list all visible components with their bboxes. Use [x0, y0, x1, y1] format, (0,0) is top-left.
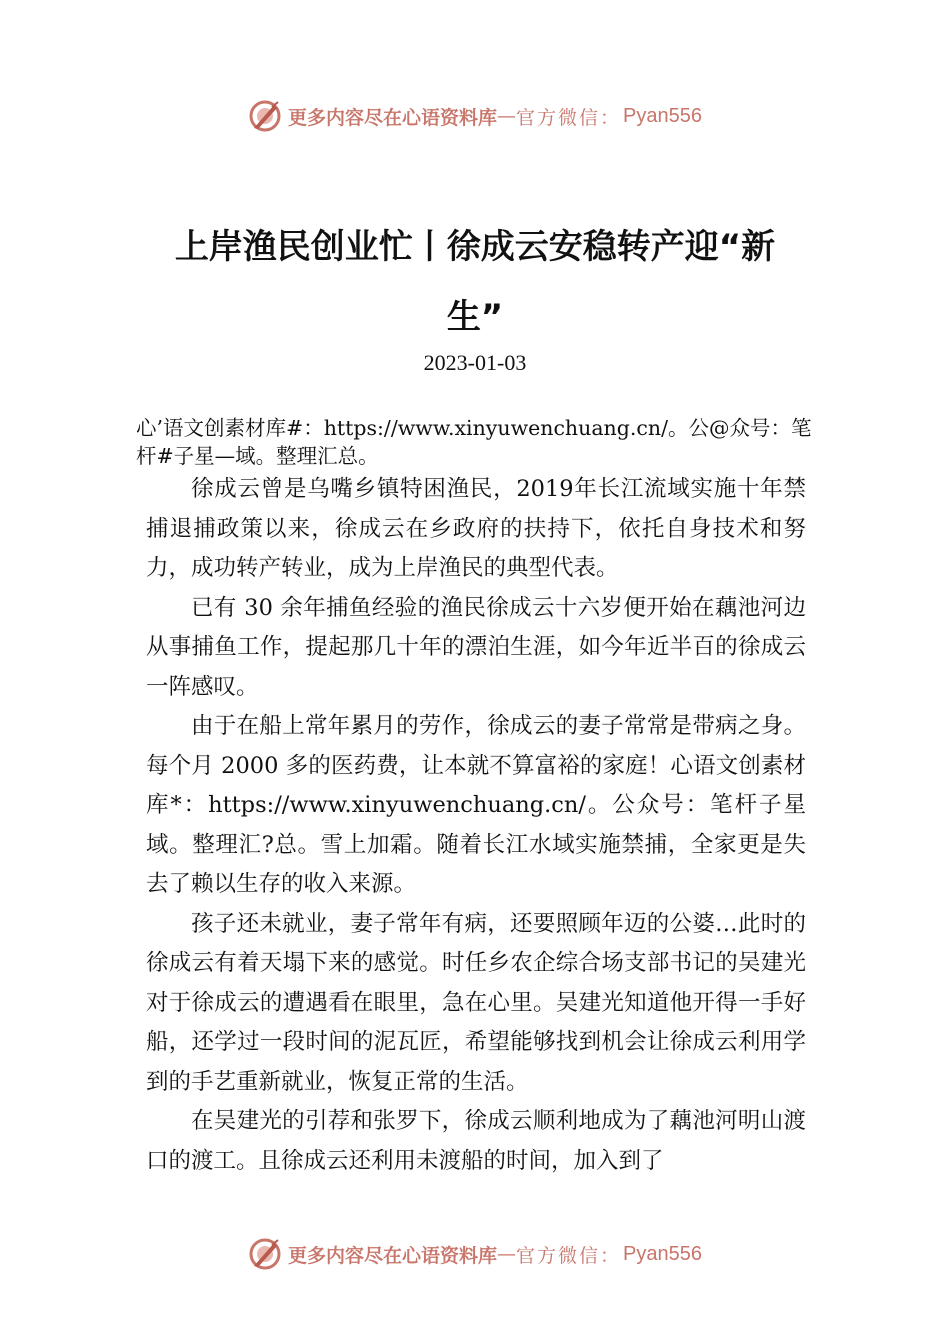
- source-note: 心’语文创素材库#：https://www.xinyuwenchuang.cn/。公@众号：笔杆#子星—域。整理汇总。: [136, 416, 812, 468]
- body-paragraph: 孩子还未就业，妻子常年有病，还要照顾年迈的公婆…此时的徐成云有着天塌下来的感觉。时任乡农企综合场支部书记的吴建光对于徐成云的遭遇看在眼里，急在心里。吴建光知道他开得一手好船，还学过一段时间的泥瓦匠，希望能够找到机会让徐成云利用学到的手艺重新就业，恢复正常的生活。: [146, 910, 806, 1095]
- quill-logo-icon: [248, 99, 282, 133]
- body-paragraph: 徐成云曾是乌嘴乡镇特困渔民，2019年长江流域实施十年禁捕退捕政策以来，徐成云在乡政府的扶持下，依托自身技术和努力，成功转产转业，成为上岸渔民的典型代表。: [146, 476, 806, 581]
- banner-wechat-handle: Pyan556: [623, 104, 702, 127]
- header-watermark-banner: [0, 96, 950, 136]
- body-paragraph: 已有 30 余年捕鱼经验的渔民徐成云十六岁便开始在藕池河边从事捕鱼工作，提起那几十年的漂泊生涯，如今年近半百的徐成云一阵感叹。: [146, 594, 806, 700]
- article-date: 2023-01-03: [423, 350, 527, 375]
- article-body: [146, 470, 806, 1181]
- banner-brand-text: 更多内容尽在心语资料库: [288, 106, 498, 129]
- body-paragraph: 在吴建光的引荐和张罗下，徐成云顺利地成为了藕池河明山渡口的渡工。且徐成云还利用未渡船的时间，加入到了: [146, 1108, 806, 1174]
- article-title: 上岸渔民创业忙丨徐成云安稳转产迎“新生”: [174, 227, 776, 337]
- footer-watermark-banner: [0, 1234, 950, 1274]
- body-paragraph: 由于在船上常年累月的劳作，徐成云的妻子常常是带病之身。每个月 2000 多的医药费，让本就不算富裕的家庭！心语文创素材库*：https://www.xinyuwenchuang.cn/。公众号：笔杆子星域。整理汇?总。雪上加霜。随着长江水域实施禁捕，全家更是失去了赖以生存的收入来源。: [146, 713, 806, 897]
- banner-brand-text: 更多内容尽在心语资料库: [288, 1244, 498, 1267]
- banner-wechat-label: 官方微信：: [516, 106, 622, 129]
- banner-separator: —: [497, 1243, 517, 1265]
- quill-logo-icon: [248, 1237, 282, 1271]
- banner-separator: —: [497, 105, 517, 127]
- banner-wechat-handle: Pyan556: [623, 1242, 702, 1265]
- banner-wechat-label: 官方微信：: [516, 1244, 622, 1267]
